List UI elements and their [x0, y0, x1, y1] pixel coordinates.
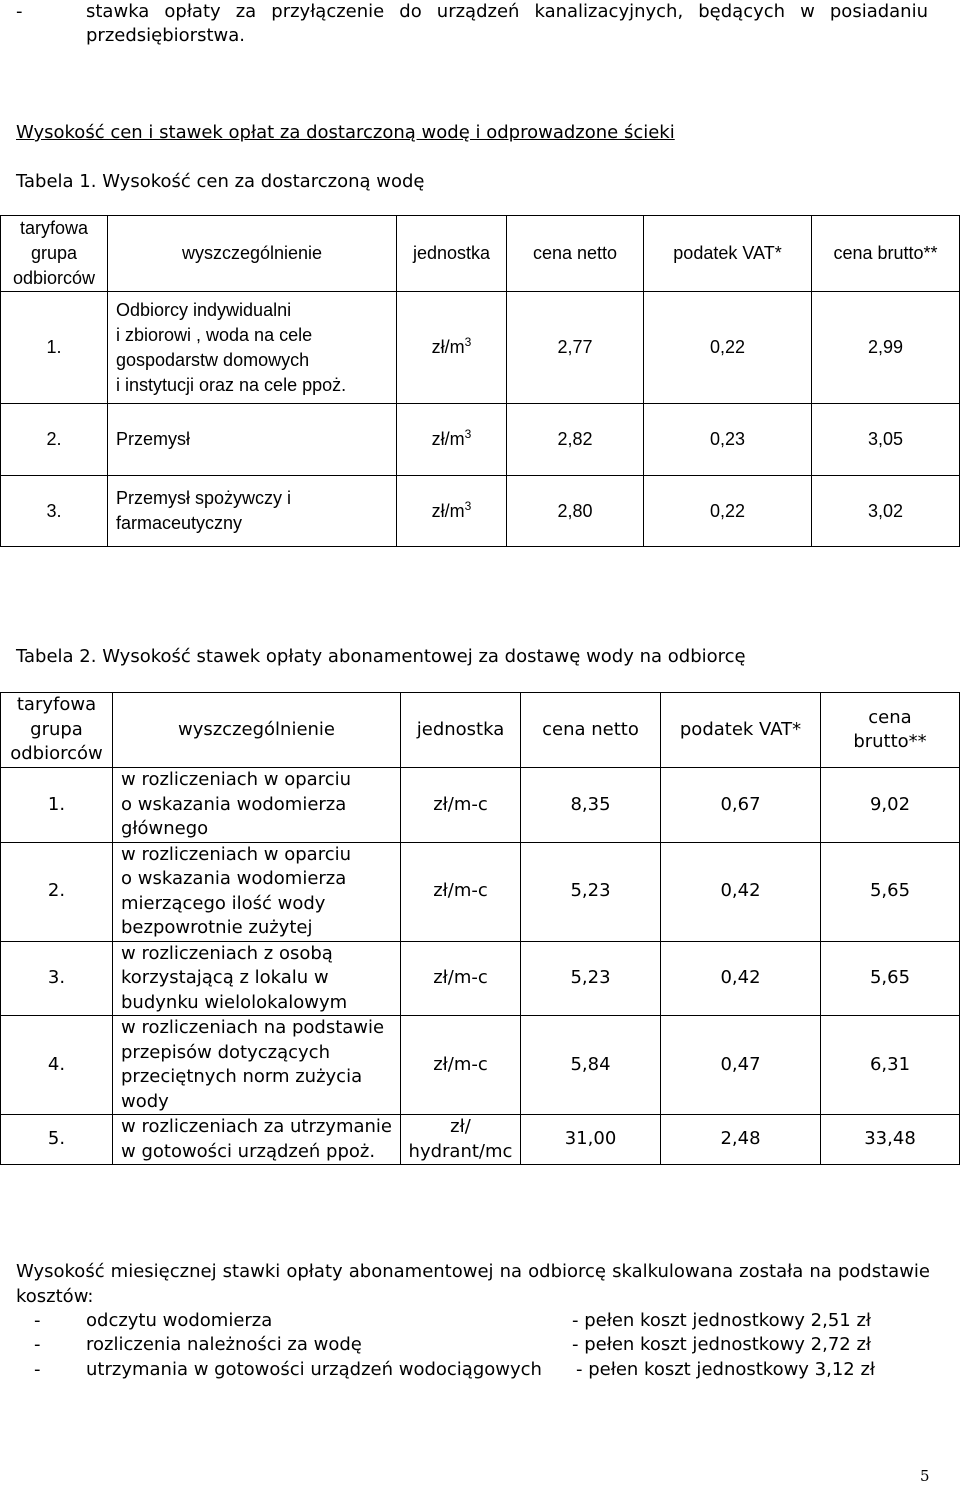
row-desc	[113, 842, 401, 941]
unit-line: zł/	[450, 1116, 471, 1137]
desc-line: przepisów dotyczących	[121, 1041, 330, 1063]
row-vat: 0,42	[661, 842, 821, 941]
unit-text: zł/m	[431, 500, 465, 521]
row-gross: 5,65	[821, 842, 960, 941]
price-table-1	[0, 215, 960, 547]
table1-header-net: cena netto	[507, 216, 644, 292]
row-unit	[397, 292, 507, 404]
row-group: 2.	[1, 842, 113, 941]
row-group: 2.	[1, 404, 108, 476]
table2-header-gross	[821, 693, 960, 768]
table-row	[1, 941, 960, 1016]
intro-line-2: przedsiębiorstwa.	[86, 25, 245, 46]
table2-header-unit: jednostka	[401, 693, 521, 768]
row-desc	[113, 941, 401, 1016]
desc-line: w rozliczeniach w oparciu	[121, 843, 352, 865]
row-unit	[401, 768, 521, 843]
row-group: 1.	[1, 292, 108, 404]
table-row	[1, 1016, 960, 1115]
unit-line: zł/m-c	[433, 1053, 488, 1075]
intro-bullet: -	[16, 1, 23, 22]
row-desc	[108, 404, 397, 476]
desc-line: w rozliczeniach w oparciu	[121, 769, 352, 790]
row-desc	[108, 476, 397, 547]
desc-line: mierzącego ilość wody	[121, 892, 326, 914]
desc-line: o wskazania wodomierza	[121, 868, 347, 889]
desc-line: Przemysł	[116, 429, 191, 449]
desc-line: gospodarstw domowych	[116, 349, 310, 370]
row-desc	[113, 1016, 401, 1115]
unit-exponent: 3	[464, 498, 472, 513]
footer-paragraph-line-1: Wysokość miesięcznej stawki opłaty abonamentowej na odbiorcę skalkulowana została na podstawie	[16, 1261, 930, 1282]
header-gross-line: brutto**	[853, 731, 927, 752]
table2-header-net: cena netto	[521, 693, 661, 768]
row-net: 5,23	[521, 941, 661, 1016]
desc-line: Odbiorcy indywidualni	[116, 299, 292, 320]
intro-line-1: stawka opłaty za przyłączenie do urządzeń kanalizacyjnych, będących w posiadaniu	[86, 1, 928, 22]
desc-line: w rozliczeniach z osobą	[121, 942, 333, 964]
desc-line: o wskazania wodomierza	[121, 793, 347, 815]
row-unit	[401, 842, 521, 941]
header-group-line: taryfowa	[19, 218, 89, 238]
table-row	[1, 1115, 960, 1165]
table-row	[1, 476, 960, 547]
row-gross: 3,05	[812, 404, 960, 476]
row-gross: 9,02	[821, 768, 960, 843]
footer-paragraph-line-2: kosztów:	[16, 1286, 94, 1307]
table2-header-group	[1, 693, 113, 768]
desc-line: bezpowrotnie zużytej	[121, 917, 313, 938]
header-group-line: odbiorców	[10, 743, 103, 765]
row-vat: 0,47	[661, 1016, 821, 1115]
row-desc	[113, 1115, 401, 1165]
desc-line: głównego	[121, 818, 209, 839]
table1-header-unit: jednostka	[397, 216, 507, 292]
table-row	[1, 768, 960, 843]
unit-text: zł/m	[431, 429, 465, 449]
row-vat: 0,22	[644, 292, 812, 404]
table1-header-gross: cena brutto**	[812, 216, 960, 292]
unit-exponent: 3	[464, 427, 472, 441]
row-vat: 0,42	[661, 941, 821, 1016]
table-row	[1, 404, 960, 476]
row-unit	[401, 1115, 521, 1165]
table1-caption: Tabela 1. Wysokość cen za dostarczoną wodę	[16, 171, 425, 192]
row-net: 5,23	[521, 842, 661, 941]
desc-line: i instytucji oraz na cele ppoż.	[116, 374, 347, 395]
cost-item-bullet: -	[34, 1310, 41, 1331]
row-unit	[401, 941, 521, 1016]
row-unit	[401, 1016, 521, 1115]
desc-line: w rozliczeniach na podstawie	[121, 1017, 385, 1038]
row-group: 4.	[1, 1016, 113, 1115]
table2-header-desc: wyszczególnienie	[113, 693, 401, 768]
desc-line: w rozliczeniach za utrzymanie	[121, 1116, 393, 1137]
unit-line: zł/m-c	[433, 967, 488, 988]
header-group-line: grupa	[30, 243, 78, 263]
desc-line: farmaceutyczny	[116, 513, 243, 533]
row-unit	[397, 476, 507, 547]
section-heading: Wysokość cen i stawek opłat za dostarczoną wodę i odprowadzone ścieki	[16, 122, 675, 143]
row-vat: 0,67	[661, 768, 821, 843]
row-gross: 2,99	[812, 292, 960, 404]
desc-line: przeciętnych norm zużycia	[121, 1066, 363, 1087]
row-net: 5,84	[521, 1016, 661, 1115]
row-desc	[108, 292, 397, 404]
unit-line: zł/m-c	[433, 880, 488, 902]
page-number: 5	[920, 1467, 930, 1485]
unit-line: hydrant/mc	[408, 1140, 513, 1162]
row-group: 1.	[1, 768, 113, 843]
row-vat: 0,23	[644, 404, 812, 476]
table2-header-vat: podatek VAT*	[661, 693, 821, 768]
desc-line: wody	[121, 1090, 169, 1112]
table-row	[1, 292, 960, 404]
cost-item-value: - pełen koszt jednostkowy 3,12 zł	[576, 1359, 876, 1380]
row-unit	[397, 404, 507, 476]
cost-item-label: odczytu wodomierza	[86, 1310, 273, 1331]
header-group-line: odbiorców	[12, 268, 96, 288]
row-vat: 2,48	[661, 1115, 821, 1165]
row-gross: 3,02	[812, 476, 960, 547]
row-group: 3.	[1, 941, 113, 1016]
header-gross-line: cena	[868, 706, 912, 728]
header-group-line: taryfowa	[16, 694, 97, 716]
row-net: 8,35	[521, 768, 661, 843]
row-gross: 33,48	[821, 1115, 960, 1165]
table1-header-vat: podatek VAT*	[644, 216, 812, 292]
cost-item-value: - pełen koszt jednostkowy 2,51 zł	[572, 1310, 872, 1331]
row-group: 3.	[1, 476, 108, 547]
table1-header-group	[1, 216, 108, 292]
row-gross: 6,31	[821, 1016, 960, 1115]
cost-item-value: - pełen koszt jednostkowy 2,72 zł	[572, 1334, 872, 1355]
row-net: 31,00	[521, 1115, 661, 1165]
unit-exponent: 3	[464, 335, 472, 349]
cost-item-label: utrzymania w gotowości urządzeń wodociągowych	[86, 1359, 542, 1380]
cost-item-bullet: -	[34, 1334, 41, 1355]
price-table-2	[0, 692, 960, 1165]
table-row	[1, 842, 960, 941]
row-net: 2,77	[507, 292, 644, 404]
desc-line: i zbiorowi , woda na cele	[116, 324, 313, 345]
desc-line: korzystającą z lokalu w	[121, 967, 329, 988]
cost-item-bullet: -	[34, 1359, 41, 1380]
desc-line: Przemysł spożywczy i	[116, 488, 292, 508]
row-net: 2,80	[507, 476, 644, 547]
header-group-line: grupa	[30, 718, 83, 740]
row-gross: 5,65	[821, 941, 960, 1016]
unit-text: zł/m	[431, 337, 465, 357]
row-net: 2,82	[507, 404, 644, 476]
cost-item-label: rozliczenia należności za wodę	[86, 1334, 362, 1355]
unit-line: zł/m-c	[433, 793, 488, 815]
row-vat: 0,22	[644, 476, 812, 547]
row-group: 5.	[1, 1115, 113, 1165]
table2-caption: Tabela 2. Wysokość stawek opłaty abonamentowej za dostawę wody na odbiorcę	[16, 646, 746, 667]
desc-line: budynku wielolokalowym	[121, 991, 348, 1013]
desc-line: w gotowości urządzeń ppoż.	[121, 1140, 376, 1162]
table1-header-desc: wyszczególnienie	[108, 216, 397, 292]
row-desc	[113, 768, 401, 843]
